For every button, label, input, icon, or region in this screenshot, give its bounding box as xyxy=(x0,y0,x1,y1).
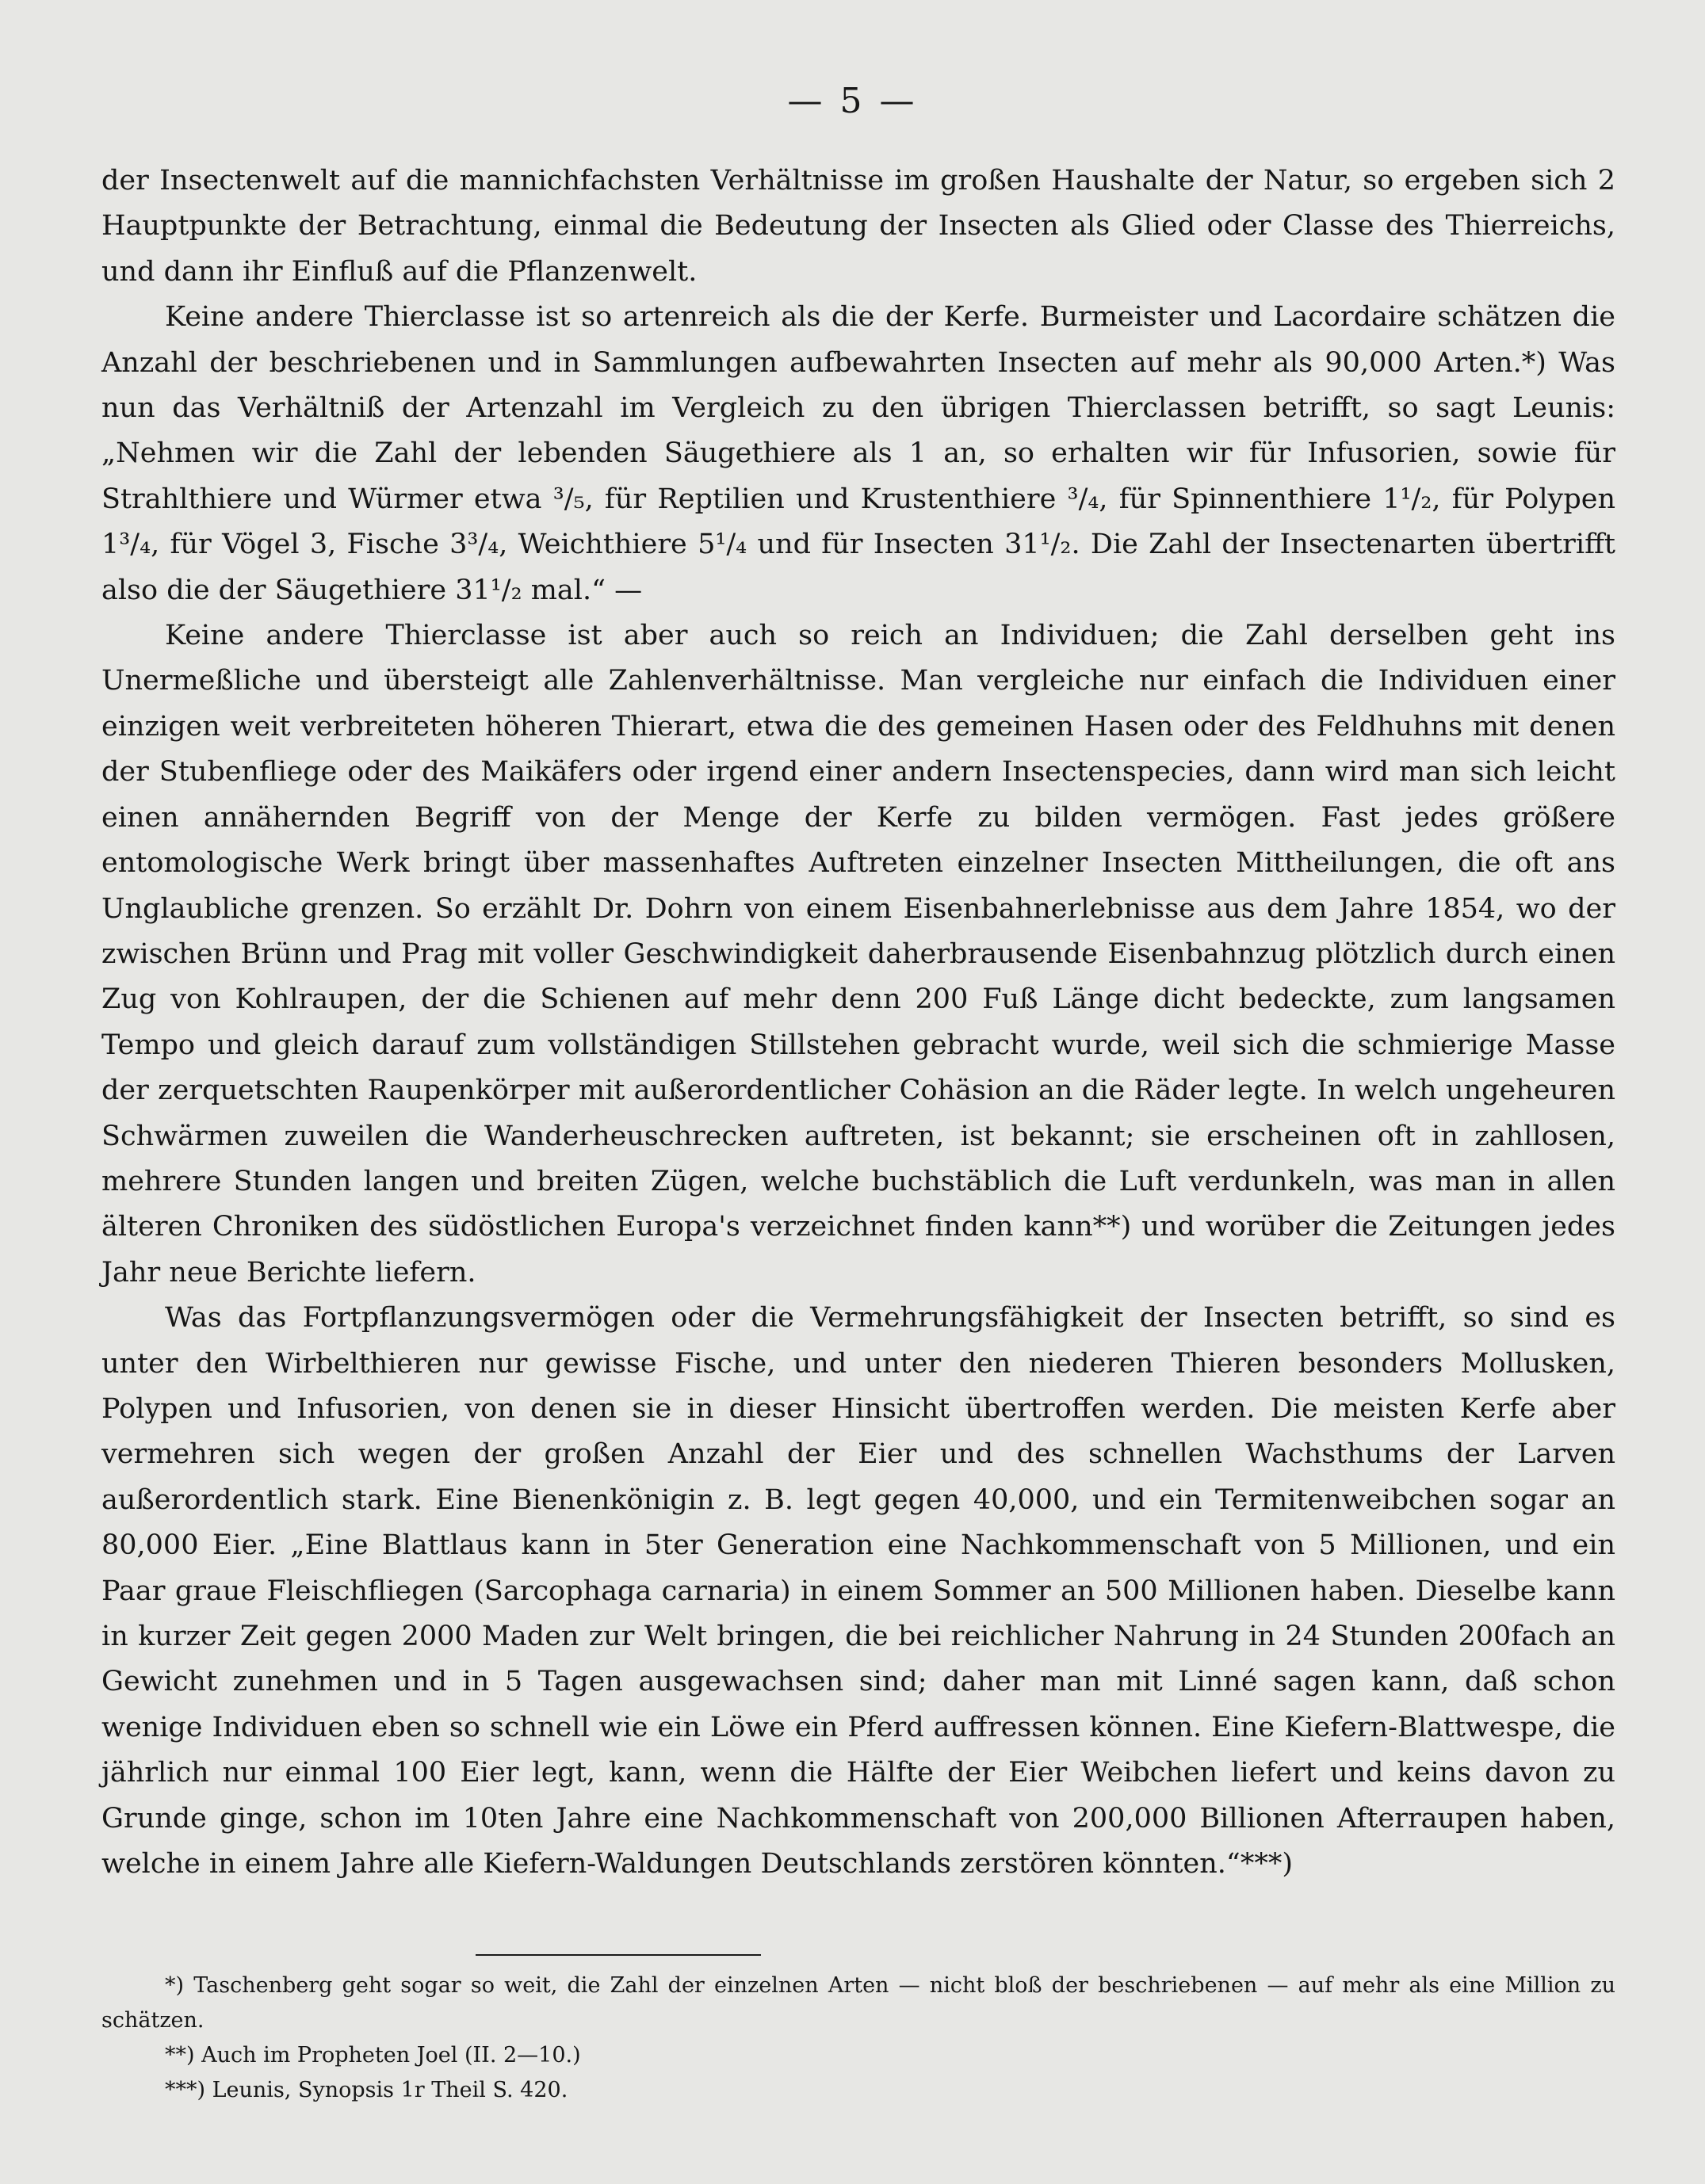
footnote-1: *) Taschenberg geht sogar so weit, die Zahl der einzelnen Arten — nicht bloß der beschriebenen — auf mehr als eine Million zu schätzen. xyxy=(101,1973,1615,2033)
footnote-2: **) Auch im Propheten Joel (II. 2—10.) xyxy=(165,2043,581,2068)
paragraph-2: Keine andere Thierclasse ist so artenreich als die der Kerfe. Burmeister und Lacordaire schätzen die Anzahl der beschriebenen und in Sammlungen aufbewahrten Insecten auf mehr als 90,000 Arten.*) Was nun das Verhältniß der Artenzahl im Vergleich zu den übrigen Thierclassen betrifft, so sagt Leunis: „Nehmen wir die Zahl der lebenden Säugethiere als 1 an, so erhalten wir für Infusorien, sowie für Strahlthiere und Würmer etwa ³/₅, für Reptilien und Krustenthiere ³/₄, für Spinnenthiere 1¹/₂, für Polypen 1³/₄, für Vögel 3, Fische 3³/₄, Weichthiere 5¹/₄ und für Insecten 31¹/₂. Die Zahl der Insectenarten übertrifft also die der Säugethiere 31¹/₂ mal.“ — xyxy=(101,301,1615,606)
footnotes xyxy=(101,1968,1615,2108)
footnote-3: ***) Leunis, Synopsis 1r Theil S. 420. xyxy=(165,2078,568,2102)
main-text xyxy=(101,158,1615,1887)
paragraph-1: der Insectenwelt auf die mannichfachsten Verhältnisse im großen Haushalte der Natur, so ergeben sich 2 Hauptpunkte der Betrachtung, einmal die Bedeutung der Insecten als Glied oder Classe des Thierreichs, und dann ihr Einfluß auf die Pflanzenwelt. xyxy=(101,165,1615,288)
paragraph-3: Keine andere Thierclasse ist aber auch so reich an Individuen; die Zahl derselben geht ins Unermeßliche und übersteigt alle Zahlenverhältnisse. Man vergleiche nur einfach die Individuen einer einzigen weit verbreiteten höheren Thierart, etwa die des gemeinen Hasen oder des Feldhuhns mit denen der Stubenfliege oder des Maikäfers oder irgend einer andern Insectenspecies, dann wird man sich leicht einen annähernden Begriff von der Menge der Kerfe zu bilden vermögen. Fast jedes größere entomologische Werk bringt über massenhaftes Auftreten einzelner Insecten Mittheilungen, die oft ans Unglaubliche grenzen. So erzählt Dr. Dohrn von einem Eisenbahnerlebnisse aus dem Jahre 1854, wo der zwischen Brünn und Prag mit voller Geschwindigkeit daherbrausende Eisenbahnzug plötzlich durch einen Zug von Kohlraupen, der die Schienen auf mehr denn 200 Fuß Länge dicht bedeckte, zum langsamen Tempo und gleich darauf zum vollständigen Stillstehen gebracht wurde, weil sich die schmierige Masse der zerquetschten Raupenkörper mit außerordentlicher Cohäsion an die Räder legte. In welch ungeheuren Schwärmen zuweilen die Wanderheuschrecken auftreten, ist bekannt; sie erscheinen oft in zahllosen, mehrere Stunden langen und breiten Zügen, welche buchstäblich die Luft verdunkeln, was man in allen älteren Chroniken des südöstlichen Europa's verzeichnet finden kann**) und worüber die Zeitungen jedes Jahr neue Berichte liefern. xyxy=(101,620,1615,1289)
page-number: — 5 — xyxy=(787,81,918,121)
paragraph-4: Was das Fortpflanzungsvermögen oder die Vermehrungsfähigkeit der Insecten betrifft, so sind es unter den Wirbelthieren nur gewisse Fische, und unter den niederen Thieren besonders Mollusken, Polypen und Infusorien, von denen sie in dieser Hinsicht übertroffen werden. Die meisten Kerfe aber vermehren sich wegen der großen Anzahl der Eier und des schnellen Wachsthums der Larven außerordentlich stark. Eine Bienenkönigin z. B. legt gegen 40,000, und ein Termitenweibchen sogar an 80,000 Eier. „Eine Blattlaus kann in 5ter Generation eine Nachkommenschaft von 5 Millionen, und ein Paar graue Fleischfliegen (Sarcophaga carnaria) in einem Sommer an 500 Millionen haben. Dieselbe kann in kurzer Zeit gegen 2000 Maden zur Welt bringen, die bei reichlicher Nahrung in 24 Stunden 200fach an Gewicht zunehmen und in 5 Tagen ausgewachsen sind; daher man mit Linné sagen kann, daß schon wenige Individuen eben so schnell wie ein Löwe ein Pferd auffressen können. Eine Kiefern-Blattwespe, die jährlich nur einmal 100 Eier legt, kann, wenn die Hälfte der Eier Weibchen liefert und keins davon zu Grunde ginge, schon im 10ten Jahre eine Nachkommenschaft von 200,000 Billionen Afterraupen haben, welche in einem Jahre alle Kiefern-Waldungen Deutschlands zerstören könnten.“***) xyxy=(101,1302,1615,1880)
footnote-divider xyxy=(476,1954,761,1956)
